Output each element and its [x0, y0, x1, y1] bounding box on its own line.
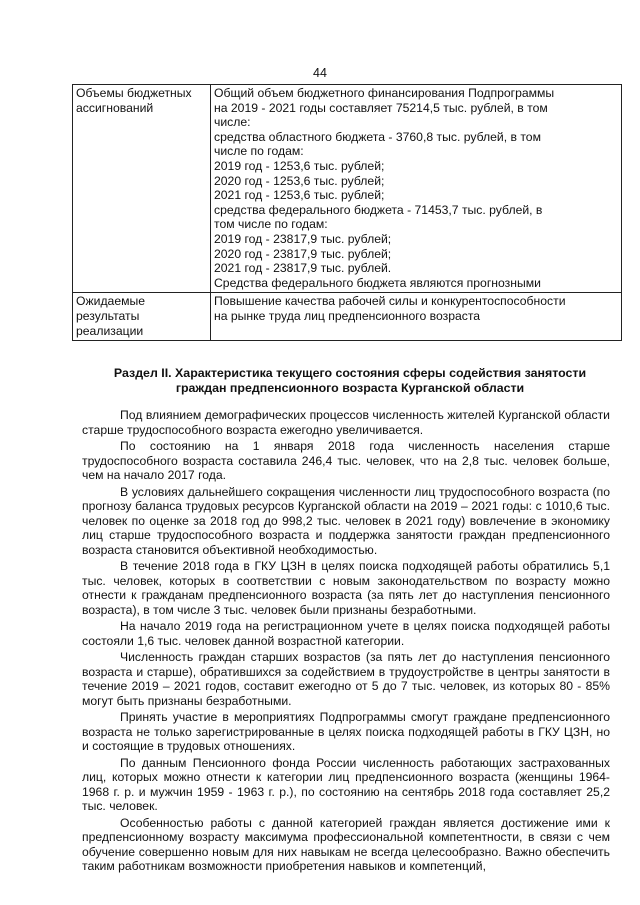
paragraph: Под влиянием демографических процессов численность жителей Курганской области старше трудоспособного возраста ежегодно увеличивается.: [82, 408, 610, 437]
section-title-line: граждан предпенсионного возраста Курганской области: [175, 380, 525, 395]
text-line: числе:: [214, 115, 251, 130]
paragraph: Численность граждан старших возрастов (за пять лет до наступления пенсионного возраста и старше), обратившихся за содействием в трудоустройстве в центры занятости в течение 2019 – 2021 годов, составит ежегодно от 5 до 7 тыс. человек, из которых 80 - 85% могут быть признаны безработными.: [82, 650, 610, 708]
paragraph: Особенностью работы с данной категорией граждан является достижение ими к предпенсионному возрасту максимума профессиональной компетентности, в связи с чем обучение совершенно новым для них навыкам не всегда целесообразно. Важно обеспечить таким работникам возможности приобретения навыков и компетенций,: [82, 815, 610, 873]
paragraph: На начало 2019 года на регистрационном учете в целях поиска подходящей работы состояли 1,6 тыс. человек данной возрастной категории.: [82, 619, 610, 648]
row-content: [211, 293, 622, 341]
text-line: том числе по годам:: [214, 217, 328, 232]
text-line: средства федерального бюджета - 71453,7 тыс. рублей, в: [214, 202, 543, 217]
section-title-line: Раздел II. Характеристика текущего состояния сферы содействия занятости: [113, 366, 587, 380]
text-line: на рынке труда лиц предпенсионного возраста: [214, 308, 481, 323]
paragraph: В течение 2018 года в ГКУ ЦЗН в целях поиска подходящей работы обратились 5,1 тыс. человек, которых в соответствии с новым законодательством по возрасту можно отнести к гражданам предпенсионного возраста (за пять лет до наступления пенсионного возраста), в том числе 3 тыс. человек были признаны безработными.: [82, 559, 610, 617]
row-content: [211, 85, 622, 293]
text-line: Повышение качества рабочей силы и конкурентоспособности: [214, 294, 566, 309]
table-row: [73, 293, 622, 341]
text-line: Средства федерального бюджета являются прогнозными: [214, 275, 541, 290]
text-line: Общий объем бюджетного финансирования Подпрограммы: [214, 86, 555, 100]
page-number: 44: [313, 66, 327, 80]
text-line: 2019 год - 1253,6 тыс. рублей;: [214, 158, 385, 173]
text-line: средства областного бюджета - 3760,8 тыс. рублей, в том: [214, 129, 541, 144]
text-line: числе по годам:: [214, 144, 304, 159]
program-passport-table: [72, 84, 622, 341]
paragraph: В условиях дальнейшего сокращения численности лиц трудоспособного возраста (по прогнозу баланса трудовых ресурсов Курганской области на 2019 – 2021 годы: с 1010,6 тыс. человек по оценке за 2018 год до 998,2 тыс. человек в 2021 году) вовлечение в экономику лиц старше трудоспособного возраста и поддержка занятости граждан предпенсионного возраста становится объективной необходимостью.: [82, 484, 610, 557]
text-line: 2020 год - 1253,6 тыс. рублей;: [214, 173, 385, 188]
row-label: Объемы бюджетных ассигнований: [73, 85, 211, 293]
table-row: [73, 85, 622, 293]
row-label: Ожидаемые результаты реализации: [73, 293, 211, 341]
text-line: 2021 год - 23817,9 тыс. рублей.: [214, 261, 392, 276]
body-text: [82, 408, 610, 876]
paragraph: Принять участие в мероприятиях Подпрограммы смогут граждане предпенсионного возраста не только зарегистрированные в целях поиска подходящей работы в ГКУ ЦЗН, но и состоящие в трудовых отношениях.: [82, 710, 610, 753]
paragraph: По данным Пенсионного фонда России численность работающих застрахованных лиц, которых можно отнести к категории лиц предпенсионного возраста (женщины 1964-1968 г. р. и мужчин 1959 - 1963 г. р.), по состоянию на сентябрь 2018 года составляет 25,2 тыс. человек.: [82, 755, 610, 813]
text-line: 2021 год - 1253,6 тыс. рублей;: [214, 188, 385, 203]
text-line: 2020 год - 23817,9 тыс. рублей;: [214, 246, 392, 261]
section-title: [86, 366, 614, 396]
text-line: 2019 год - 23817,9 тыс. рублей;: [214, 231, 392, 246]
paragraph: По состоянию на 1 января 2018 года численность населения старше трудоспособного возраста составила 246,4 тыс. человек, что на 2,8 тыс. человек больше, чем на начало 2017 года.: [82, 439, 610, 482]
text-line: на 2019 - 2021 годы составляет 75214,5 тыс. рублей, в том: [214, 100, 548, 115]
